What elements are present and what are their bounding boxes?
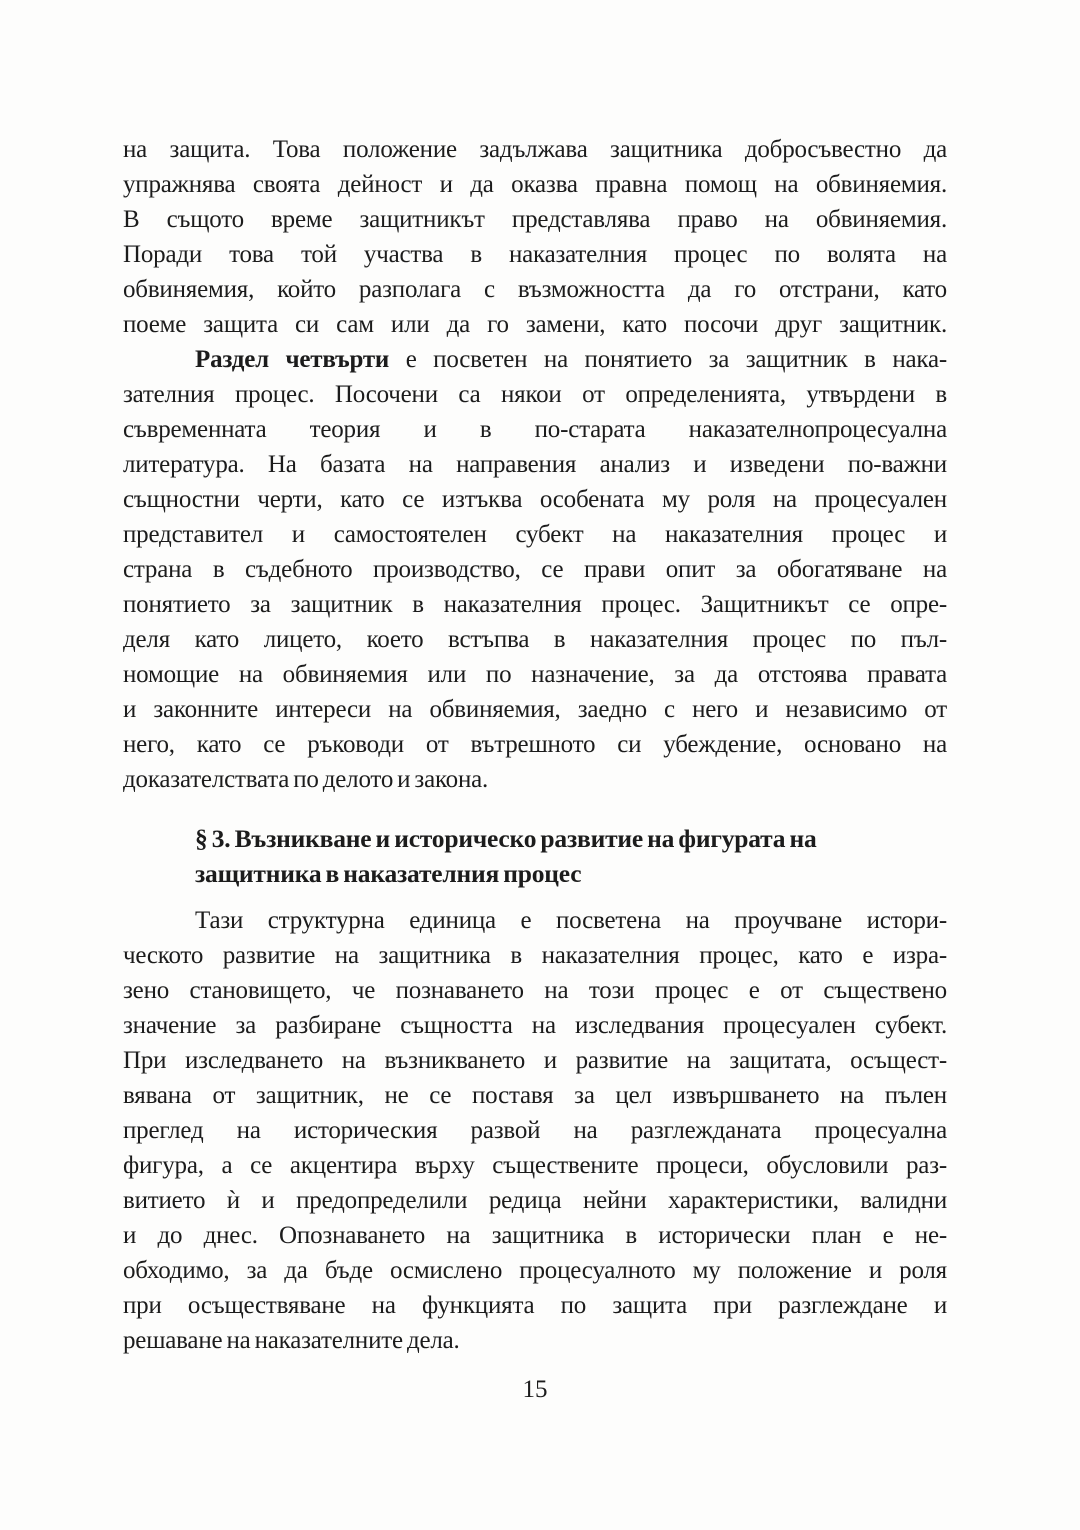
- text-line: витието ѝ и предопределили редица нейни характеристики, валидни: [123, 1187, 947, 1214]
- text-line: деля като лицето, което встъпва в наказателния процес по пъл-: [123, 626, 947, 653]
- text-line: В същото време защитникът представлява право на обвиняемия.: [123, 206, 947, 233]
- page-text-body: [123, 132, 947, 1358]
- text-line: [123, 342, 947, 377]
- text-line: фигура, а се акцентира върху съществените процеси, обусловили раз-: [123, 1152, 947, 1179]
- text-line: вявана от защитник, не се поставя за цел извършването на пълен: [123, 1082, 947, 1109]
- text-line: преглед на историческия развой на разглежданата процесуална: [123, 1117, 947, 1144]
- paragraph: [123, 342, 947, 797]
- text-line: упражнява своята дейност и да оказва правна помощ на обвиняемия.: [123, 171, 947, 198]
- text-line: ческото развитие на защитника в наказателния процес, като е изра-: [123, 942, 947, 969]
- text-line: понятието за защитник в наказателния процес. Защитникът се опре-: [123, 591, 947, 618]
- text-line: и законните интереси на обвиняемия, заедно с него и независимо от: [123, 696, 947, 723]
- text-segment: е посветен на понятието за защитник в нака-: [389, 346, 947, 373]
- text-line: зателния процес. Посочени са някои от определенията, утвърдени в: [123, 381, 947, 408]
- text-line: обходимо, за да бъде осмислено процесуалното му положение и роля: [123, 1257, 947, 1284]
- text-line: съвременната теория и в по-старата наказателнопроцесуална: [123, 416, 947, 443]
- text-line: същностни черти, като се изтъква особената му роля на процесуален: [123, 486, 947, 513]
- text-line: Поради това той участва в наказателния процес по волята на: [123, 241, 947, 268]
- text-line: Тази структурна единица е посветена на проучване истори-: [195, 907, 947, 934]
- text-line: решаване на наказателните дела.: [123, 1327, 460, 1354]
- text-line: При изследването на възникването и развитие на защитата, осъщест-: [123, 1047, 947, 1074]
- text-line: на защита. Това положение задължава защитника добросъвестно да: [123, 136, 947, 163]
- text-line: значение за разбиране същността на изследвания процесуален субект.: [123, 1012, 947, 1039]
- text-line: и до днес. Опознаването на защитника в исторически план е не-: [123, 1222, 947, 1249]
- text-line: представител и самостоятелен субект на наказателния процес и: [123, 521, 947, 548]
- text-line: доказателствата по делото и закона.: [123, 766, 489, 793]
- heading-line: защитника в наказателния процес: [195, 859, 582, 888]
- page-number: 15: [522, 1376, 548, 1403]
- paragraph: [123, 903, 947, 1358]
- paragraph: [123, 132, 947, 342]
- text-line: номощие на обвиняемия или по назначение, за да отстоява правата: [123, 661, 947, 688]
- text-line: при осъществяване на функцията по защита при разглеждане и: [123, 1292, 947, 1319]
- text-line: обвиняемия, който разполага с възможността да го отстрани, като: [123, 276, 947, 303]
- heading-line: § 3. Възникване и историческо развитие на фигурата на: [195, 824, 817, 853]
- text-line: поеме защита си сам или да го замени, като посочи друг защитник.: [123, 311, 947, 338]
- text-line: страна в съдебното производство, се прави опит за обогатяване на: [123, 556, 947, 583]
- bold-text-segment: Раздел четвърти: [195, 346, 390, 373]
- text-line: него, като се ръководи от вътрешното си убеждение, основано на: [123, 731, 947, 758]
- section-heading: [123, 821, 947, 891]
- text-line: литература. На базата на направения анализ и изведени по-важни: [123, 451, 947, 478]
- text-line: зено становището, че познаването на този процес е от съществено: [123, 977, 947, 1004]
